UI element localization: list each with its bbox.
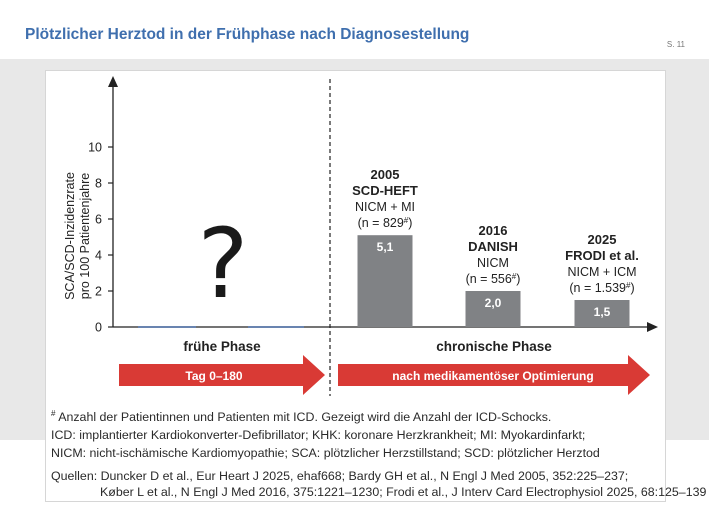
- x-axis-arrowhead: [647, 322, 658, 332]
- unknown-value-mark: ?: [197, 208, 249, 320]
- sources-line-1: Quellen: Duncker D et al., Eur Heart J 2025, ehaf668; Bardy GH et al., N Engl J Med 2005, 352:225–237;: [51, 469, 629, 483]
- bar-population-label: NICM + ICM: [567, 265, 637, 279]
- abbreviations-line-1: ICD: implantierter Kardiokonverter-Defibrillator; KHK: koronare Herzkrankheit; MI: Myokardinfarkt;: [51, 428, 586, 442]
- bars: [352, 167, 639, 327]
- y-tick-label: 6: [95, 212, 102, 227]
- y-axis-title-line1: SCA/SCD-Inzidenzrate: [63, 172, 77, 300]
- bar-year-label: 2005: [370, 167, 400, 183]
- y-tick-label: 8: [95, 176, 102, 191]
- sources-line-2: Køber L et al., N Engl J Med 2016, 375:1221–1230; Frodi et al., J Interv Card Electrophysiol 2025, 68:125–139: [100, 485, 707, 499]
- y-axis-arrowhead: [108, 76, 118, 87]
- chart-svg: [46, 71, 665, 411]
- footnote-mark: #: [51, 409, 56, 418]
- arrow-label-early: Tag 0–180: [185, 369, 243, 383]
- slide-title: Plötzlicher Herztod in der Frühphase nach Diagnosestellung: [25, 26, 470, 43]
- bar-population-label: NICM + MI: [354, 200, 416, 215]
- y-axis-title-line2: pro 100 Patientenjahre: [78, 172, 92, 300]
- phase-label-early: frühe Phase: [183, 339, 261, 354]
- y-tick-label: 2: [95, 284, 102, 299]
- footnote: [51, 409, 551, 424]
- bar-study-label: DANISH: [468, 239, 518, 254]
- bar-year-label: 2016: [478, 223, 508, 238]
- bar-value-label: 2,0: [484, 296, 502, 310]
- bar-population-label: NICM: [477, 256, 509, 270]
- bar-value-label: 5,1: [376, 240, 394, 255]
- bar-study-label: FRODI et al.: [565, 248, 639, 263]
- y-tick-label: 4: [95, 248, 102, 263]
- bar-study-label: SCD-HEFT: [352, 183, 418, 199]
- bar-n-label: (n = 1.539#): [569, 280, 635, 295]
- bar-year-label: 2025: [587, 232, 617, 247]
- chart-figure: [45, 70, 707, 502]
- footnote-text: Anzahl der Patientinnen und Patienten mit ICD. Gezeigt wird die Anzahl der ICD-Schocks.: [55, 410, 552, 425]
- phase-label-chronic: chronische Phase: [436, 339, 552, 354]
- y-tick-label: 0: [95, 320, 102, 335]
- y-tick-label: 10: [88, 140, 102, 155]
- arrow-label-chronic: nach medikamentöser Optimierung: [392, 369, 594, 383]
- bar-n-label: (n = 829#): [357, 215, 413, 231]
- bar-value-label: 1,5: [593, 305, 611, 319]
- page-number: S. 11: [666, 40, 685, 49]
- abbreviations-line-2: NICM: nicht-ischämische Kardiomyopathie; SCA: plötzlicher Herzstillstand; SCD: plötzlicher Herztod: [51, 446, 600, 460]
- bar-n-label: (n = 556#): [465, 271, 521, 286]
